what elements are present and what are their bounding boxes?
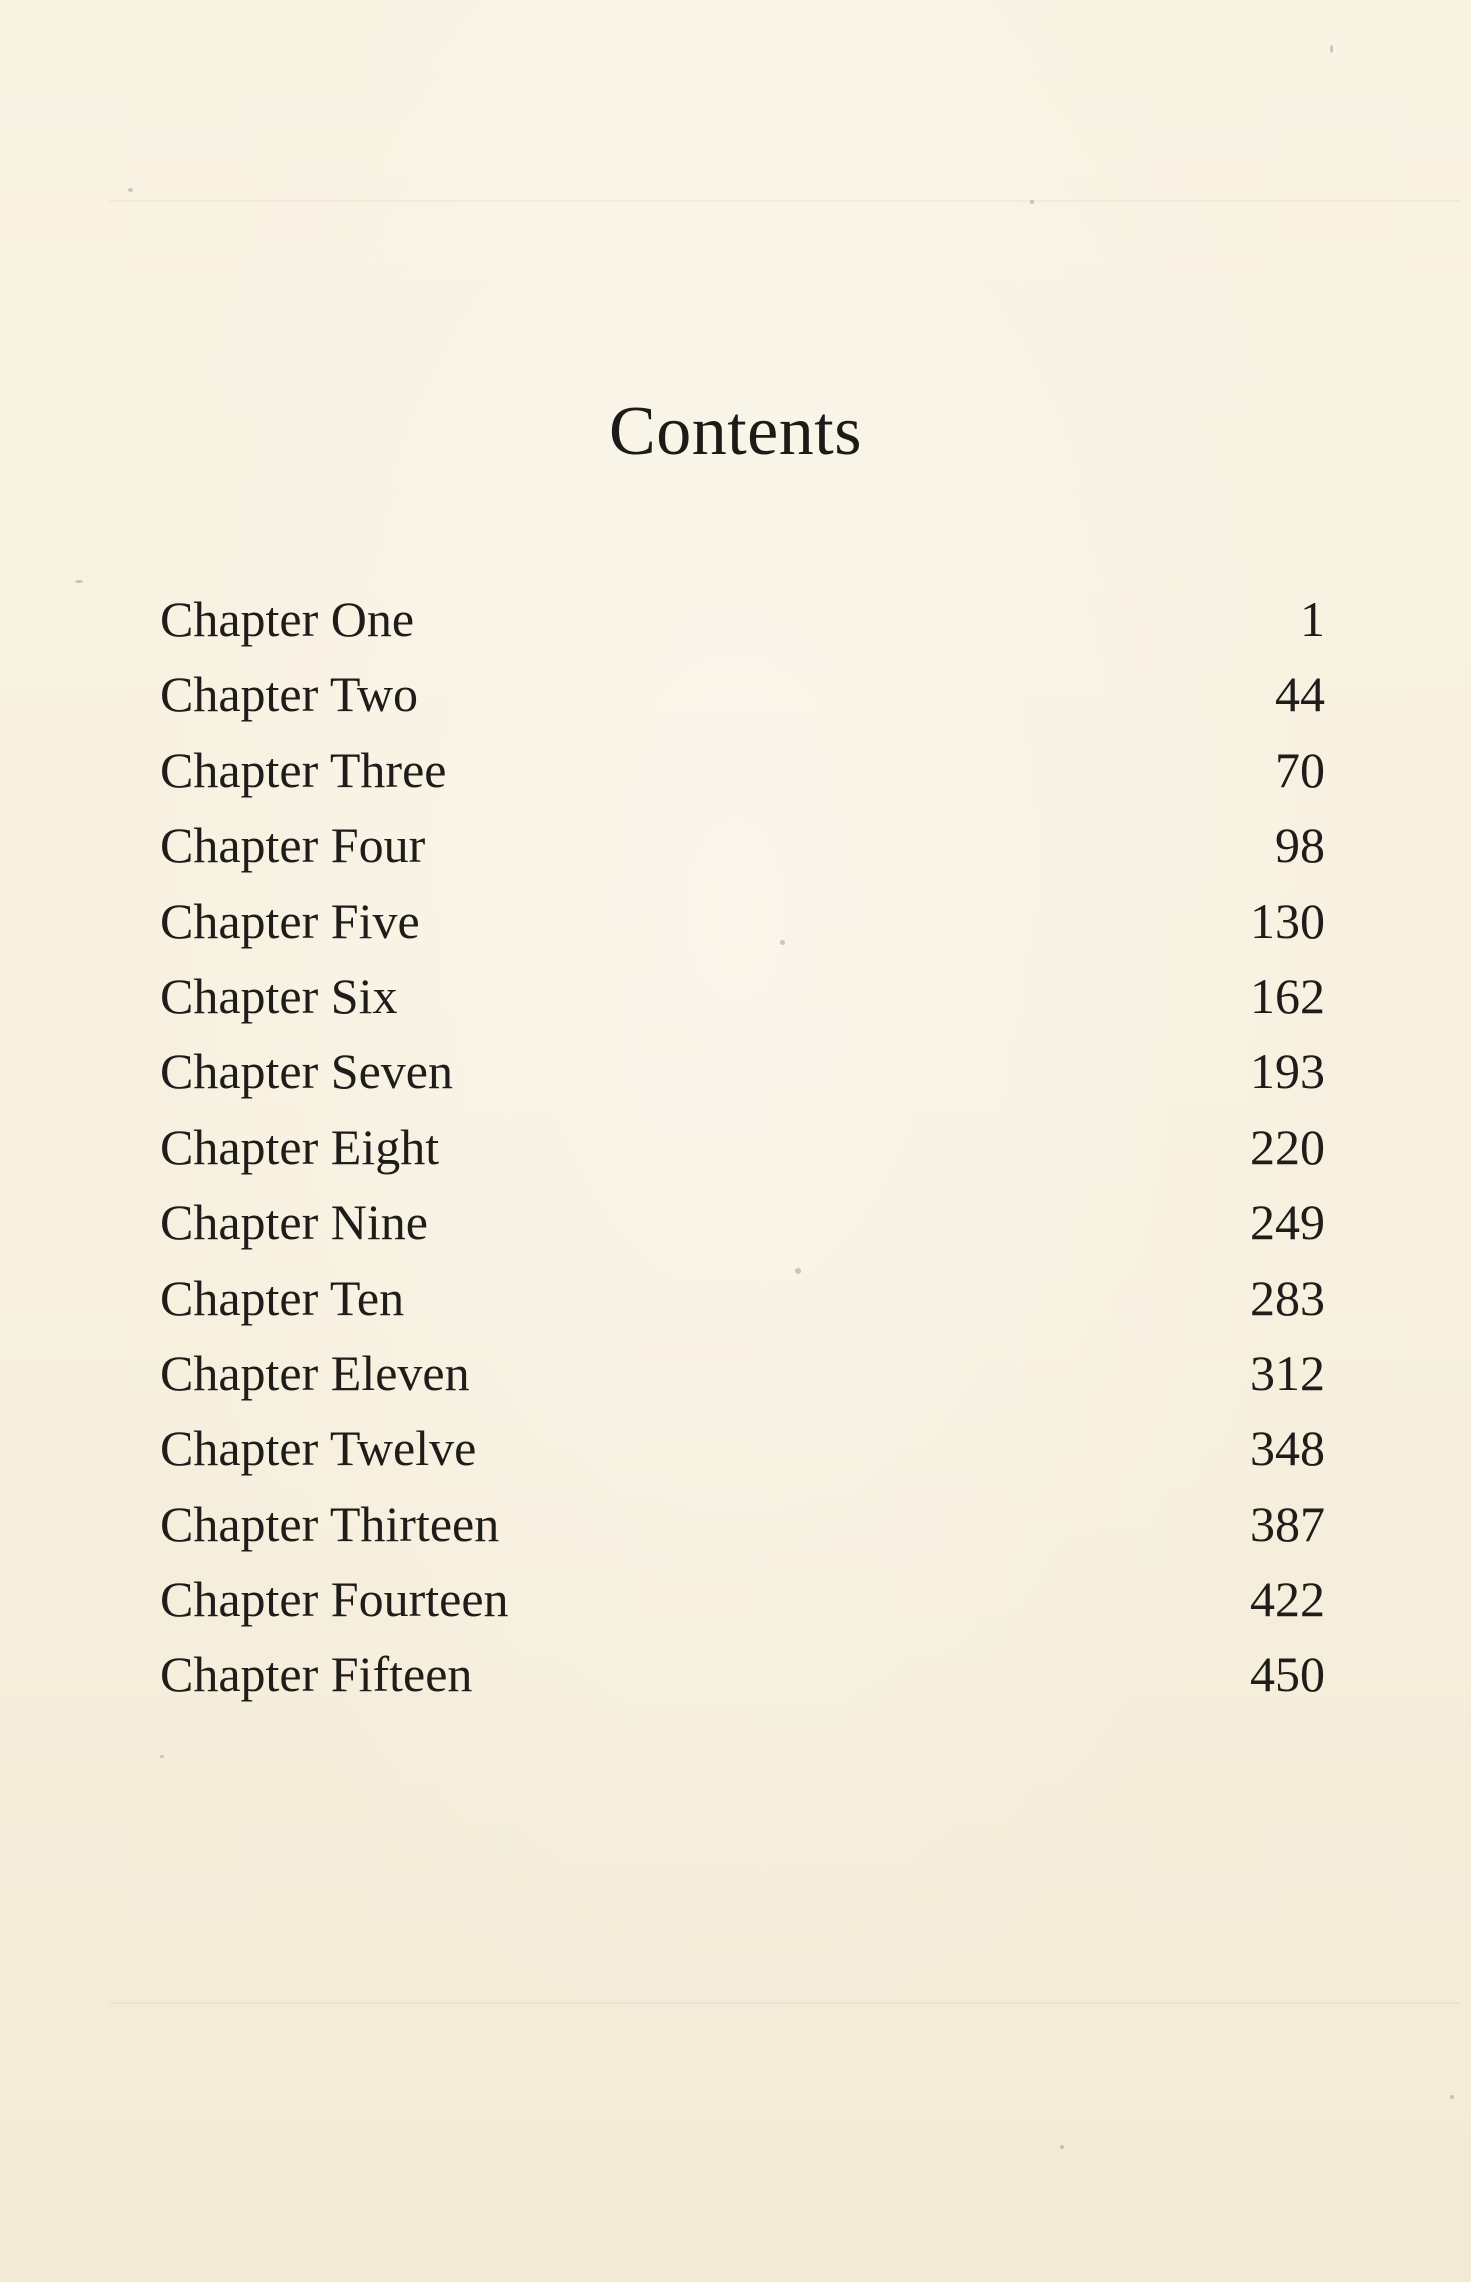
page-number: 387 (1250, 1495, 1325, 1552)
toc-row-chapter-seven[interactable] (160, 1034, 1325, 1109)
chapter-label: Chapter Eleven (160, 1344, 470, 1401)
page-number: 193 (1250, 1043, 1325, 1100)
chapter-label: Chapter Fifteen (160, 1646, 473, 1703)
chapter-label: Chapter Thirteen (160, 1495, 500, 1552)
page-number: 70 (1275, 741, 1325, 798)
toc-row-chapter-eleven[interactable] (160, 1336, 1325, 1411)
toc-row-chapter-twelve[interactable] (160, 1411, 1325, 1486)
toc-row-chapter-fifteen[interactable] (160, 1637, 1325, 1712)
page-number: 44 (1275, 666, 1325, 723)
chapter-label: Chapter Four (160, 817, 426, 874)
chapter-label: Chapter Five (160, 892, 420, 949)
paper-speck (160, 1755, 164, 1758)
chapter-label: Chapter Ten (160, 1269, 405, 1326)
toc-row-chapter-eight[interactable] (160, 1110, 1325, 1185)
page-number: 312 (1250, 1344, 1325, 1401)
toc-row-chapter-three[interactable] (160, 733, 1325, 808)
chapter-label: Chapter Nine (160, 1194, 428, 1251)
toc-row-chapter-two[interactable] (160, 657, 1325, 732)
paper-speck (1060, 2145, 1064, 2149)
page-number: 450 (1250, 1646, 1325, 1703)
paper-speck (75, 580, 83, 583)
page-number: 283 (1250, 1269, 1325, 1326)
page-number: 130 (1250, 892, 1325, 949)
page-number: 249 (1250, 1194, 1325, 1251)
toc-row-chapter-six[interactable] (160, 959, 1325, 1034)
toc-row-chapter-one[interactable] (160, 582, 1325, 657)
toc-row-chapter-ten[interactable] (160, 1261, 1325, 1336)
chapter-label: Chapter Fourteen (160, 1571, 509, 1628)
page-number: 348 (1250, 1420, 1325, 1477)
chapter-label: Chapter Eight (160, 1118, 440, 1175)
toc-row-chapter-nine[interactable] (160, 1185, 1325, 1260)
chapter-label: Chapter Six (160, 967, 398, 1024)
page-title: Contents (609, 392, 862, 470)
chapter-label: Chapter Three (160, 741, 447, 798)
toc-row-chapter-fourteen[interactable] (160, 1562, 1325, 1637)
chapter-label: Chapter Twelve (160, 1420, 477, 1477)
table-of-contents (160, 582, 1325, 1713)
toc-row-chapter-thirteen[interactable] (160, 1487, 1325, 1562)
paper-speck (1030, 200, 1034, 204)
paper-speck (128, 188, 133, 192)
chapter-label: Chapter Seven (160, 1043, 453, 1100)
chapter-label: Chapter One (160, 591, 415, 647)
toc-row-chapter-four[interactable] (160, 808, 1325, 883)
toc-row-chapter-five[interactable] (160, 884, 1325, 959)
paper-speck (1450, 2095, 1454, 2099)
page-number: 1 (1300, 591, 1325, 647)
paper-speck (1330, 45, 1333, 53)
chapter-label: Chapter Two (160, 666, 419, 723)
page-number: 422 (1250, 1571, 1325, 1628)
page-number: 98 (1275, 817, 1325, 874)
page-number: 162 (1250, 967, 1325, 1024)
page-number: 220 (1250, 1118, 1325, 1175)
